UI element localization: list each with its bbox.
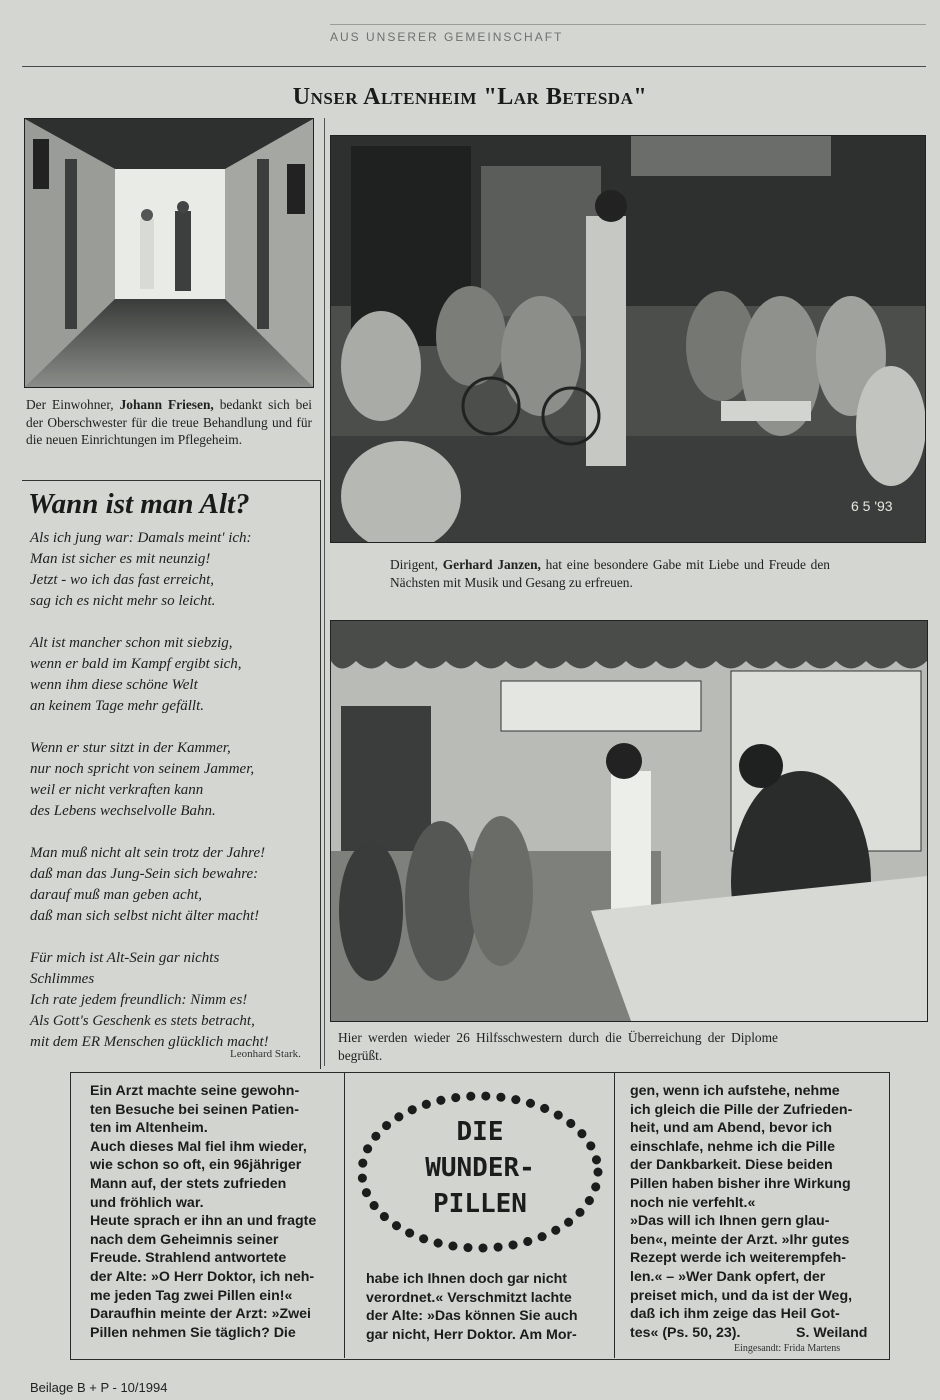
story-line: nach dem Geheimnis seiner xyxy=(90,1231,279,1248)
story-line: noch nie verfehlt.« xyxy=(630,1194,756,1211)
story-line: heit, und am Abend, bevor ich xyxy=(630,1120,833,1137)
story-column-1 xyxy=(90,1082,316,1342)
section-label: AUS UNSERER GEMEINSCHAFT xyxy=(330,30,564,44)
diploma-photo xyxy=(330,620,928,1022)
story-line: gen, wenn ich aufstehe, nehme xyxy=(630,1083,840,1099)
poem-body xyxy=(30,528,320,1053)
story-line: len.« – »Wer Dank opfert, der xyxy=(630,1268,826,1285)
story-line: Freude. Strahlend antwortete xyxy=(90,1250,287,1267)
poem-line: Alt ist mancher schon mit siebzig, xyxy=(30,635,233,651)
poem-line: sag ich es nicht mehr so leicht. xyxy=(30,593,216,609)
story-sender: Eingesandt: Frida Martens xyxy=(734,1343,841,1354)
story-line: preiset mich, und da ist der Weg, xyxy=(630,1287,853,1304)
story-line: der Dankbarkeit. Diese beiden xyxy=(630,1157,833,1174)
story-signature: S. Weiland xyxy=(796,1325,868,1341)
story-line: Auch dieses Mal fiel ihm wieder, xyxy=(90,1138,307,1155)
poem-line: Für mich ist Alt-Sein gar nichts xyxy=(30,950,220,966)
poem-author: Leonhard Stark. xyxy=(230,1048,301,1060)
top-rule xyxy=(22,66,926,67)
column-rule xyxy=(324,118,325,1066)
poem-line: weil er nicht verkraften kann xyxy=(30,782,204,798)
poem-line: des Lebens wechselvolle Bahn. xyxy=(30,803,216,819)
poem-line: daß man das Jung-Sein sich bewahre: xyxy=(30,866,259,882)
emblem-line: PILLEN xyxy=(433,1189,527,1219)
wunder-pillen-emblem xyxy=(352,1088,608,1256)
choir-photo xyxy=(330,135,926,543)
poem-line: wenn er bald im Kampf ergibt sich, xyxy=(30,656,242,672)
story-column-3 xyxy=(630,1082,852,1342)
poem-line: Schlimmes xyxy=(30,971,95,987)
page-title: Unser Altenheim "Lar Betesda" xyxy=(292,84,648,110)
story-line: ten Besuche bei seinen Patien- xyxy=(90,1101,299,1118)
story-line: einschlafe, nehme ich die Pille xyxy=(630,1138,836,1155)
story-column-divider xyxy=(614,1072,615,1358)
story-line: wie schon so oft, ein 96jähriger xyxy=(90,1157,302,1174)
poem-line xyxy=(30,717,320,738)
poem-line xyxy=(30,612,320,633)
story-line: gar nicht, Herr Doktor. Am Mor- xyxy=(366,1326,577,1343)
poem-line: daß man sich selbst nicht älter macht! xyxy=(30,908,260,924)
story-line: ben«, meinte der Arzt. »Ihr gutes xyxy=(630,1231,850,1248)
story-line: ich gleich die Pille der Zufrieden- xyxy=(630,1101,853,1118)
story-line: Heute sprach er ihn an und fragte xyxy=(90,1213,317,1230)
poem-line: Als Gott's Geschenk es stets betracht, xyxy=(30,1013,255,1029)
page-footer: Beilage B + P - 10/1994 xyxy=(30,1380,168,1395)
poem-line: Man ist sicher es mit neunzig! xyxy=(30,551,211,567)
story-line: Daraufhin meinte der Arzt: »Zwei xyxy=(90,1306,311,1323)
poem-line: Ich rate jedem freundlich: Nimm es! xyxy=(30,992,248,1008)
poem-line: wenn ihm diese schöne Welt xyxy=(30,677,198,693)
story-line: »Das will ich Ihnen gern glau- xyxy=(630,1213,830,1230)
poem-line: darauf muß man geben acht, xyxy=(30,887,203,903)
poem-line: nur noch spricht von seinem Jammer, xyxy=(30,761,255,777)
hallway-photo xyxy=(24,118,314,388)
story-line: habe ich Ihnen doch gar nicht xyxy=(366,1271,568,1287)
story-line: verordnet.« Verschmitzt lachte xyxy=(366,1289,572,1306)
story-column-2 xyxy=(366,1270,578,1344)
story-line: der Alte: »O Herr Doktor, ich neh- xyxy=(90,1268,315,1285)
story-line: Pillen nehmen Sie täglich? Die xyxy=(90,1324,296,1341)
story-line: me jeden Tag zwei Pillen ein!« xyxy=(90,1287,293,1304)
emblem-line: DIE xyxy=(456,1117,504,1147)
top-rule-faint xyxy=(330,24,926,25)
story-line: Pillen haben bisher ihre Wirkung xyxy=(630,1175,851,1192)
poem-line xyxy=(30,822,320,843)
story-line: tes« (Ps. 50, 23). xyxy=(630,1324,741,1341)
poem-line: Man muß nicht alt sein trotz der Jahre! xyxy=(30,845,266,861)
diploma-caption: Hier werden wieder 26 Hilfsschwestern durch die Überreichung der Diplome begrüßt. xyxy=(338,1030,778,1063)
story-line: Ein Arzt machte seine gewohn- xyxy=(90,1083,300,1099)
poem-title: Wann ist man Alt? xyxy=(28,488,250,520)
poem-line: mit dem ER Menschen glücklich macht! xyxy=(30,1034,269,1050)
story-line: der Alte: »Das können Sie auch xyxy=(366,1308,578,1325)
choir-caption: Dirigent, Gerhard Janzen, hat eine besondere Gabe mit Liebe und Freude den Nächsten mit Musik und Gesang zu erfreuen. xyxy=(390,557,830,590)
poem-line: Wenn er stur sitzt in der Kammer, xyxy=(30,740,231,756)
story-line: daß ich ihm zeige das Heil Got- xyxy=(630,1306,840,1323)
photo-date-stamp: 6 5 '93 xyxy=(851,498,893,514)
emblem-line: WUNDER- xyxy=(425,1153,535,1183)
story-line: ten im Altenheim. xyxy=(90,1120,208,1137)
poem-line: Als ich jung war: Damals meint' ich: xyxy=(30,530,252,546)
story-column-divider xyxy=(344,1072,345,1358)
poem-line xyxy=(30,927,320,948)
hallway-caption: Der Einwohner, Johann Friesen, bedankt sich bei der Oberschwester für die treue Behandlung und für die neuen Einrichtungen im Pflegeheim. xyxy=(26,397,312,447)
story-line: Mann auf, der stets zufrieden xyxy=(90,1175,287,1192)
poem-line: Jetzt - wo ich das fast erreicht, xyxy=(30,572,214,588)
poem-line: an keinem Tage mehr gefällt. xyxy=(30,698,205,714)
story-line: Rezept werde ich weiterempfeh- xyxy=(630,1250,847,1267)
story-line: und fröhlich war. xyxy=(90,1194,204,1211)
